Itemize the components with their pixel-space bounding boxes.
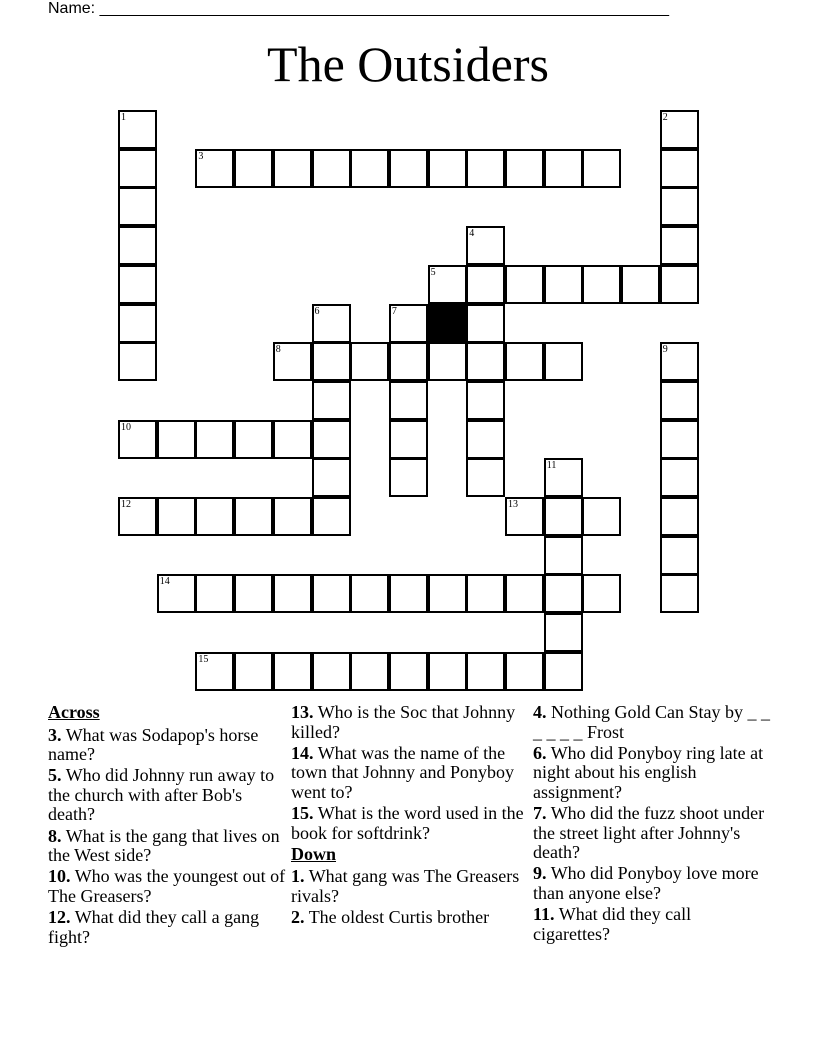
- grid-cell[interactable]: [234, 149, 273, 188]
- grid-cell[interactable]: [505, 265, 544, 304]
- clue-number: 12: [121, 499, 131, 510]
- grid-cell[interactable]: [195, 420, 234, 459]
- clue-number: 9: [662, 344, 668, 356]
- grid-cell[interactable]: [660, 110, 699, 149]
- across-heading: Across: [48, 702, 100, 722]
- clues-column-1: [48, 703, 286, 949]
- grid-cell[interactable]: [544, 613, 583, 652]
- clue-number: 10: [121, 421, 131, 433]
- grid-cell[interactable]: [582, 265, 621, 304]
- grid-cell[interactable]: [195, 497, 234, 536]
- grid-cell[interactable]: [428, 149, 467, 188]
- grid-cell[interactable]: [466, 342, 505, 381]
- clue-number: 3: [198, 150, 204, 162]
- clues-column-2: [291, 703, 529, 929]
- grid-cell[interactable]: [544, 149, 583, 188]
- grid-cell[interactable]: [660, 497, 699, 536]
- grid-cell[interactable]: [234, 420, 273, 459]
- clue-number: 5: [430, 266, 436, 278]
- down-heading: Down: [291, 843, 337, 864]
- grid-cell[interactable]: [312, 149, 351, 188]
- grid-cell[interactable]: [118, 420, 157, 459]
- grid-cell[interactable]: [544, 536, 583, 575]
- grid-cell[interactable]: [466, 652, 505, 691]
- grid-cell[interactable]: [582, 574, 621, 613]
- grid-cell[interactable]: [118, 497, 157, 536]
- puzzle-title: The Outsiders: [267, 36, 549, 92]
- grid-cell[interactable]: [544, 497, 583, 536]
- clue-number: 6: [314, 305, 320, 317]
- grid-cell[interactable]: [389, 304, 428, 343]
- grid-cell[interactable]: [312, 420, 351, 459]
- grid-cell[interactable]: [350, 149, 389, 188]
- clue-down-2: 2. The oldest Curtis brother: [291, 906, 490, 927]
- clue-number: 1: [121, 112, 126, 123]
- grid-cell[interactable]: [118, 265, 157, 304]
- grid-cell[interactable]: [273, 420, 312, 459]
- grid-cell[interactable]: [118, 304, 157, 343]
- clue-down-1: 1. What gang was The Greasers rivals?: [291, 866, 520, 906]
- grid-cell[interactable]: [660, 342, 699, 381]
- grid-cell[interactable]: [505, 574, 544, 613]
- grid-cell[interactable]: [234, 497, 273, 536]
- grid-cell[interactable]: [312, 342, 351, 381]
- grid-cell[interactable]: [389, 574, 428, 613]
- grid-cell[interactable]: [505, 652, 544, 691]
- grid-cell[interactable]: [466, 574, 505, 613]
- grid-cell[interactable]: [582, 149, 621, 188]
- grid-cell[interactable]: [544, 574, 583, 613]
- grid-cell[interactable]: [273, 574, 312, 613]
- clue-number: 2: [662, 112, 668, 123]
- clue-number: 15: [198, 653, 209, 665]
- clue-across-8: 8. What is the gang that lives on the West side?: [48, 825, 280, 866]
- clue-across-3: 3. What was Sodapop's horse name?: [48, 724, 259, 765]
- grid-cell[interactable]: [350, 652, 389, 691]
- grid-cell[interactable]: [312, 304, 351, 343]
- clue-number: 14: [159, 576, 170, 588]
- grid-cell[interactable]: [350, 574, 389, 613]
- grid-cell[interactable]: [195, 652, 234, 691]
- grid-cell[interactable]: [544, 265, 583, 304]
- grid-cell[interactable]: [312, 497, 351, 536]
- clue-across-12: 12. What did they call a gang fight?: [48, 906, 260, 947]
- grid-cell[interactable]: [157, 420, 196, 459]
- grid-cell[interactable]: [273, 342, 312, 381]
- clue-across-14: 14. What was the name of the town that Johnny and Ponyboy went to?: [291, 742, 514, 802]
- clue-across-13: 13. Who is the Soc that Johnny killed?: [291, 702, 516, 742]
- grid-cell[interactable]: [118, 187, 157, 226]
- grid-cell[interactable]: [389, 381, 428, 420]
- clue-number: 11: [546, 460, 557, 472]
- grid-cell[interactable]: [312, 652, 351, 691]
- grid-cell[interactable]: [428, 342, 467, 381]
- grid-cell[interactable]: [312, 458, 351, 497]
- grid-cell[interactable]: [118, 342, 157, 381]
- name-field-label[interactable]: Name: ________________________________________________________________: [48, 0, 670, 17]
- grid-cell[interactable]: [544, 458, 583, 497]
- grid-cell[interactable]: [660, 574, 699, 613]
- grid-cell[interactable]: [466, 420, 505, 459]
- grid-cell[interactable]: [660, 265, 699, 304]
- grid-cell[interactable]: [660, 187, 699, 226]
- grid-cell[interactable]: [273, 497, 312, 536]
- grid-cell[interactable]: [428, 652, 467, 691]
- clue-down-4: 4. Nothing Gold Can Stay by _ _ _ _ _ _ Frost: [533, 702, 770, 742]
- grid-cell[interactable]: [389, 652, 428, 691]
- grid-cell[interactable]: [660, 536, 699, 575]
- grid-cell[interactable]: [195, 574, 234, 613]
- grid-cell[interactable]: [466, 381, 505, 420]
- grid-cell[interactable]: [389, 458, 428, 497]
- grid-cell[interactable]: [157, 574, 196, 613]
- clue-down-6: 6. Who did Ponyboy ring late at night about his english assignment?: [533, 742, 764, 802]
- grid-cell[interactable]: [118, 226, 157, 265]
- grid-cell[interactable]: [273, 149, 312, 188]
- clues-column-3: [533, 703, 771, 946]
- clue-down-7: 7. Who did the fuzz shoot under the street light after Johnny's death?: [533, 802, 765, 863]
- grid-cell[interactable]: [234, 574, 273, 613]
- grid-cell[interactable]: [505, 342, 544, 381]
- grid-cell[interactable]: [466, 458, 505, 497]
- grid-cell[interactable]: [544, 652, 583, 691]
- clue-number: 4: [469, 228, 475, 240]
- clue-across-5: 5. Who did Johnny run away to the church with after Bob's death?: [48, 765, 275, 825]
- grid-cell[interactable]: [621, 265, 660, 304]
- grid-cell[interactable]: [428, 574, 467, 613]
- grid-cell[interactable]: [544, 342, 583, 381]
- clue-down-11: 11. What did they call cigarettes?: [533, 903, 692, 944]
- grid-cell[interactable]: [660, 226, 699, 265]
- grid-cell[interactable]: [505, 149, 544, 188]
- grid-cell[interactable]: [157, 497, 196, 536]
- grid-cell[interactable]: [389, 149, 428, 188]
- grid-cell[interactable]: [118, 149, 157, 188]
- grid-cell[interactable]: [466, 226, 505, 265]
- clue-number: 7: [391, 305, 397, 317]
- clue-across-10: 10. Who was the youngest out of The Greasers?: [48, 866, 286, 906]
- clue-number: 8: [275, 344, 281, 356]
- grid-cell[interactable]: [234, 652, 273, 691]
- grid-cell[interactable]: [582, 497, 621, 536]
- grid-cell[interactable]: [312, 574, 351, 613]
- blocked-cell: [428, 304, 467, 343]
- grid-cell[interactable]: [466, 149, 505, 188]
- clue-down-9: 9. Who did Ponyboy love more than anyone else?: [533, 863, 759, 903]
- grid-cell[interactable]: [312, 381, 351, 420]
- grid-cell[interactable]: [660, 381, 699, 420]
- grid-cell[interactable]: [466, 304, 505, 343]
- grid-cell[interactable]: [389, 342, 428, 381]
- grid-cell[interactable]: [466, 265, 505, 304]
- grid-cell[interactable]: [660, 420, 699, 459]
- grid-cell[interactable]: [660, 458, 699, 497]
- grid-cell[interactable]: [350, 342, 389, 381]
- grid-cell[interactable]: [428, 265, 467, 304]
- grid-cell[interactable]: [505, 497, 544, 536]
- grid-cell[interactable]: [660, 149, 699, 188]
- clue-number: 13: [508, 499, 518, 510]
- grid-cell[interactable]: [273, 652, 312, 691]
- grid-cell[interactable]: [118, 110, 157, 149]
- grid-cell[interactable]: [195, 149, 234, 188]
- grid-cell[interactable]: [389, 420, 428, 459]
- clue-across-15: 15. What is the word used in the book for softdrink?: [291, 802, 524, 843]
